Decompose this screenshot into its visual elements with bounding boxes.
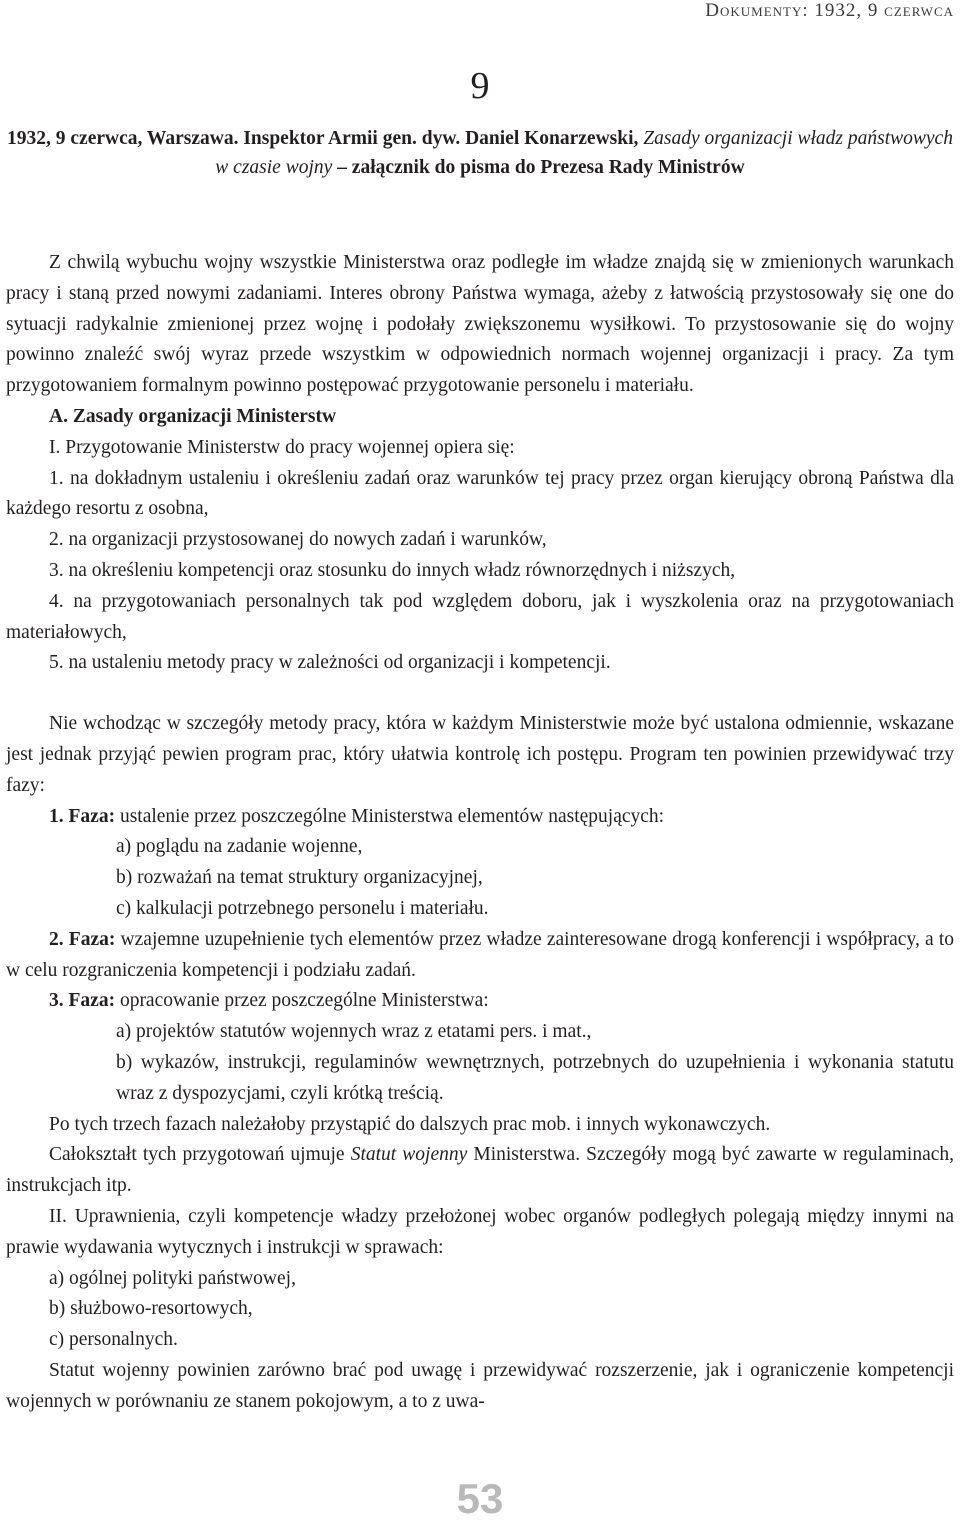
final-paragraph: Statut wojenny powinien zarówno brać pod uwagę i przewidywać rozszerzenie, jak i ograniczenie kompetencji wojennych w porównaniu ze stanem pokojowym, a to z uwa-	[6, 1359, 954, 1412]
intro-paragraph	[6, 248, 954, 402]
section-i-heading: I. Przygotowanie Ministerstw do pracy wojennej opiera się:	[49, 436, 515, 458]
list-item: 1. na dokładnym ustaleniu i określeniu zadań oraz warunków tej pracy przez organ kierujący obroną Państwa dla każdego resortu z osobna,	[6, 467, 954, 520]
section-ii-item: a) ogólnej polityki państwowej,	[49, 1267, 296, 1289]
section-ii-paragraph: II. Uprawnienia, czyli kompetencje władzy przełożonej wobec organów podległych polegają między innymi na prawie wydawania wytycznych i instrukcji w sprawach:	[6, 1205, 954, 1258]
page-number: 53	[456, 1475, 504, 1522]
phase-1	[6, 802, 954, 833]
phase-1-label: 1. Faza:	[49, 805, 116, 827]
running-head: Dokumenty: 1932, 9 czerwca	[705, 0, 954, 21]
phase-2	[6, 925, 954, 987]
document-body	[6, 248, 954, 1417]
phase-3-text: opracowanie przez poszczególne Ministerstwa:	[115, 990, 489, 1012]
document-heading	[0, 124, 960, 182]
phase-2-text: wzajemne uzupełnienie tych elementów przez władze zainteresowane drogą konferencji i współpracy, a to w celu rozgraniczenia kompetencji i podziału zadań.	[6, 928, 954, 981]
intro-sentence-2: Interes obrony Państwa wymaga, ażeby z łatwością przystosowały się one do sytuacji radykalnie zmienionej przez wojnę i podołały zwiększonemu wysiłkowi.	[6, 282, 955, 335]
phase-1-item: c) kalkulacji potrzebnego personelu i materiału.	[116, 897, 489, 919]
statute-paragraph	[6, 1140, 954, 1202]
list-item: 5. na ustaleniu metody pracy w zależności od organizacji i kompetencji.	[49, 652, 611, 674]
intro-sentence-3: To przystosowanie się do wojny powinno znaleźć swój wyraz przede wszystkim w odpowiednich normach wojennej organizacji i pracy.	[6, 313, 954, 366]
intro-sentence-4: Za tym przygotowaniem formalnym powinno postępować przygotowanie personelu i materiału.	[6, 344, 955, 397]
phase-3-item: b) wykazów, instrukcji, regulaminów wewnętrznych, potrzebnych do uzupełnienia i wykonania statutu wraz z dyspozycjami, czyli krótką treścią.	[116, 1051, 954, 1104]
method-paragraph: Nie wchodząc w szczegóły metody pracy, która w każdym Ministerstwie może być ustalona odmiennie, wskazane jest jednak przyjąć pewien program prac, który ułatwia kontrolę ich postępu. Program ten powinien przewidywać trzy fazy:	[6, 713, 954, 796]
list-item: 4. na przygotowaniach personalnych tak pod względem doboru, jak i wyszkolenia oraz na przygotowaniach materiałowych,	[6, 590, 954, 643]
statute-tail: Ministerstwa. Szczegóły mogą być zawarte w regulaminach, instrukcjach itp.	[6, 1144, 954, 1197]
section-a-heading: A. Zasady organizacji Ministerstw	[49, 405, 337, 427]
section-ii-item: c) personalnych.	[49, 1329, 178, 1351]
phase-3-label: 3. Faza:	[49, 990, 116, 1012]
phase-1-text: ustalenie przez poszczególne Ministerstwa elementów następujących:	[115, 805, 665, 827]
heading-lead: 1932, 9 czerwca, Warszawa. Inspektor Armii gen. dyw. Daniel Konarzewski,	[7, 128, 644, 149]
paragraph-gap	[6, 679, 954, 709]
section-ii-item: b) służbowo-resortowych,	[49, 1298, 253, 1320]
list-item: 2. na organizacji przystosowanej do nowych zadań i warunków,	[49, 529, 547, 551]
document-number: 9	[470, 65, 490, 107]
heading-title: Zasady organizacji władz państwowych w czasie wojny	[215, 128, 953, 178]
intro-sentence-1: Z chwilą wybuchu wojny wszystkie Ministerstwa oraz podległe im władze znajdą się w zmienionych warunkach pracy i staną przed nowymi zadaniami.	[6, 252, 954, 304]
statute-lead: Całokształt tych przygotowań ujmuje	[49, 1144, 351, 1166]
heading-tail: – załącznik do pisma do Prezesa Rady Ministrów	[332, 157, 745, 178]
phase-2-label: 2. Faza:	[49, 928, 116, 950]
list-item: 3. na określeniu kompetencji oraz stosunku do innych władz równorzędnych i niższych,	[49, 559, 736, 581]
after-phases-paragraph: Po tych trzech fazach należałoby przystąpić do dalszych prac mob. i innych wykonawczych.	[49, 1113, 771, 1135]
phase-3	[6, 986, 954, 1017]
statute-title: Statut wojenny	[350, 1144, 468, 1166]
phase-1-item: b) rozważań na temat struktury organizacyjnej,	[116, 867, 483, 889]
phase-1-item: a) poglądu na zadanie wojenne,	[116, 836, 363, 858]
phase-3-item: a) projektów statutów wojennych wraz z etatami pers. i mat.,	[116, 1021, 592, 1043]
